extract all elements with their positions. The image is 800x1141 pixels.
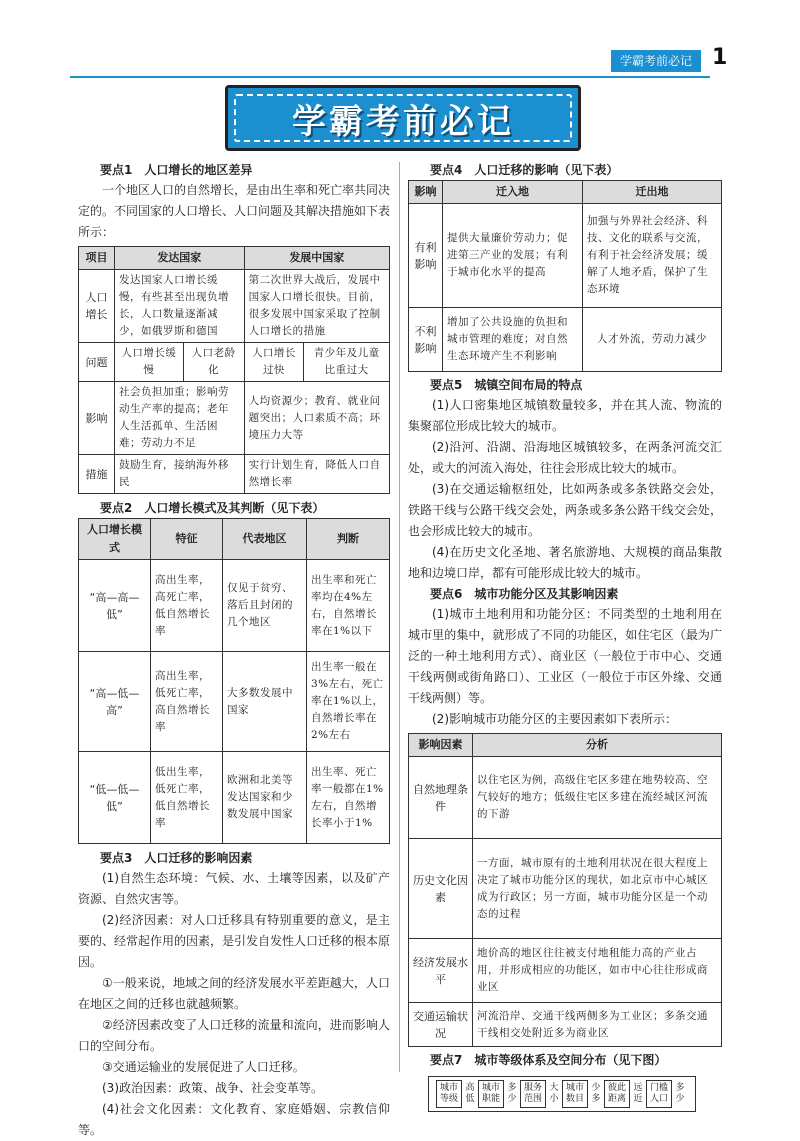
- t3-cell: 加强与外界社会经济、科技、文化的联系与交流，有利于社会经济发展；缓解了人地矛盾，保护了生态环境: [583, 204, 722, 308]
- t3-header: 影响: [409, 181, 443, 204]
- left-column: [78, 160, 390, 1141]
- city-hierarchy-diagram: [428, 1076, 696, 1112]
- kp3-para: (2)经济因素：对人口迁移具有特别重要的意义，是主要的、经常起作用的因素，是引发自发性人口迁移的根本原因。: [78, 913, 391, 969]
- t2-cell: 出生率、死亡率一般都在1%左右，自然增长率小于1%: [307, 752, 390, 844]
- t2-cell: 大多数发展中国家: [223, 652, 307, 752]
- t3-cell: 提供大量廉价劳动力；促进第三产业的发展；有利于城市化水平的提高: [443, 204, 583, 308]
- t2-header: 判断: [307, 519, 390, 560]
- t1-header: 发达国家: [115, 247, 245, 270]
- kp5-para: (2)沿河、沿湖、沿海地区城镇较多，在两条河流交汇处，或大的河流入海处，往往会形成比较大的城市。: [408, 440, 722, 475]
- t1-cell: 实行计划生育，降低人口自然增长率: [244, 455, 389, 494]
- kp2-title: 要点2 人口增长模式及其判断（见下表）: [100, 501, 325, 515]
- kp1-title: 要点1 人口增长的地区差异: [100, 163, 253, 177]
- kp3-para: ③交通运输业的发展促进了人口迁移。: [102, 1060, 305, 1074]
- kp5-title: 要点5 城镇空间布局的特点: [430, 378, 583, 392]
- kp7-title: 要点7 城市等级体系及空间分布（见下图）: [430, 1053, 667, 1067]
- kp5-para: (1)人口密集地区城镇数量较多，并在其人流、物流的集聚部位形成比较大的城市。: [408, 398, 722, 433]
- kp4-title: 要点4 人口迁移的影响（见下表）: [430, 163, 619, 177]
- t3-row-label: 不利影响: [409, 308, 443, 372]
- kp3-para: (3)政治因素：政策、战争、社会变革等。: [102, 1081, 323, 1095]
- t3-cell: 增加了公共设施的负担和城市管理的难度；对自然生态环境产生不利影响: [443, 308, 583, 372]
- t1-cell: 发达国家人口增长缓慢，有些甚至出现负增长，人口数量逐渐减少，如俄罗斯和德国: [115, 270, 245, 343]
- t2-cell: 高出生率，高死亡率，低自然增长率: [151, 560, 223, 652]
- t3-cell: 人才外流，劳动力减少: [583, 308, 722, 372]
- t1-row-label: 问题: [79, 343, 115, 382]
- section-tag: 学霸考前必记: [611, 50, 701, 72]
- title-banner-inner: [234, 94, 572, 142]
- t2-cell: 仅见于贫穷、落后且封闭的几个地区: [223, 560, 307, 652]
- t1-header: 发展中国家: [244, 247, 389, 270]
- kp3-para: ①一般来说，地域之间的经济发展水平差距越大，人口在地区之间的迁移也就越频繁。: [78, 976, 390, 1011]
- kp6-para: (2)影响城市功能分区的主要因素如下表所示：: [432, 712, 677, 726]
- t4-row-label: 自然地理条件: [409, 757, 473, 839]
- t2-header: 人口增长模式: [79, 519, 151, 560]
- t1-cell: 人口增长过快: [244, 343, 304, 382]
- migration-impact-table: [408, 180, 722, 372]
- t4-header: 影响因素: [409, 734, 473, 757]
- t1-cell: 人均资源少；教育、就业问题突出；人口素质不高；环境压力大等: [244, 382, 389, 455]
- flow-box: 城市等级: [436, 1080, 462, 1108]
- t1-header: 项目: [79, 247, 115, 270]
- t2-cell: 出生率一般在3%左右，死亡率在1%以上，自然增长率在2%左右: [307, 652, 390, 752]
- t1-cell: 青少年及儿童比重过大: [304, 343, 390, 382]
- title-banner: [225, 85, 581, 151]
- flow-box: 服务范围: [520, 1080, 546, 1108]
- kp6-para: (1)城市土地利用和功能分区：不同类型的土地利用在城市里的集中，就形成了不同的功能区，如住宅区（最为广泛的一种土地利用方式）、商业区（一般位于市中心、交通干线两侧或街角路口）、工业区（一般位于市区外缘、交通干线两侧）等。: [408, 607, 722, 705]
- t1-cell: 人口老龄化: [183, 343, 244, 382]
- flow-arrow-label: 多少: [675, 1083, 685, 1104]
- t2-cell: 低出生率，低死亡率，低自然增长率: [151, 752, 223, 844]
- t4-row-label: 历史文化因素: [409, 839, 473, 939]
- t3-row-label: 有利影响: [409, 204, 443, 308]
- kp5-para: (4)在历史文化圣地、著名旅游地、大规模的商品集散地和边境口岸，都有可能形成比较大的城市。: [408, 545, 722, 580]
- t2-cell: 欧洲和北美等发达国家和少数发展中国家: [223, 752, 307, 844]
- flow-arrow-label: 高低: [465, 1083, 475, 1104]
- t1-cell: 人口增长缓慢: [115, 343, 184, 382]
- t1-row-label: 措施: [79, 455, 115, 494]
- page-title: 学霸考前必记: [292, 101, 514, 142]
- t1-row-label: 影响: [79, 382, 115, 455]
- flow-arrow-label: 远近: [633, 1083, 643, 1104]
- t1-cell: 鼓励生育，接纳海外移民: [115, 455, 245, 494]
- t2-header: 代表地区: [223, 519, 307, 560]
- flow-arrow-label: 大小: [549, 1083, 559, 1104]
- kp1-paragraph: 一个地区人口的自然增长，是由出生率和死亡率共同决定的。不同国家的人口增长、人口问题及其解决措施如下表所示：: [78, 183, 391, 239]
- t2-mode: “高—高—低”: [79, 560, 151, 652]
- page-number: 1: [712, 45, 728, 70]
- t1-cell: 第二次世界大战后，发展中国家人口增长很快。目前，很多发展中国家采取了控制人口增长的措施: [244, 270, 389, 343]
- t4-header: 分析: [473, 734, 722, 757]
- flow-box: 门槛人口: [646, 1080, 672, 1108]
- t4-cell: 地价高的地区往往被支付地租能力高的产业占用，并形成相应的功能区，如市中心往往形成商业区: [473, 939, 722, 1003]
- right-column: [408, 160, 722, 1112]
- kp3-para: (1)自然生态环境：气候、水、土壤等因素，以及矿产资源、自然灾害等。: [78, 871, 390, 906]
- kp3-title: 要点3 人口迁移的影响因素: [100, 851, 253, 865]
- t4-cell: 以住宅区为例，高级住宅区多建在地势较高、空气较好的地方；低级住宅区多建在流经城区河流的下游: [473, 757, 722, 839]
- kp6-title: 要点6 城市功能分区及其影响因素: [430, 587, 619, 601]
- t2-cell: 出生率和死亡率均在4%左右，自然增长率在1%以下: [307, 560, 390, 652]
- t3-header: 迁出地: [583, 181, 722, 204]
- kp3-para: (4)社会文化因素：文化教育、家庭婚姻、宗教信仰等。: [78, 1102, 390, 1137]
- t2-mode: “高—低—高”: [79, 652, 151, 752]
- growth-mode-table: [78, 518, 390, 844]
- flow-arrow-label: 少多: [591, 1083, 601, 1104]
- t4-row-label: 交通运输状况: [409, 1003, 473, 1047]
- t1-row-label: 人口增长: [79, 270, 115, 343]
- kp5-para: (3)在交通运输枢纽处，比如两条或多条铁路交会处，铁路干线与公路干线交会处，两条或多条公路干线交会处，也会形成比较大的城市。: [408, 482, 722, 538]
- population-growth-table: [78, 246, 390, 494]
- flow-box: 城市数目: [562, 1080, 588, 1108]
- header-rule: [70, 76, 710, 78]
- flow-box: 城市职能: [478, 1080, 504, 1108]
- t2-header: 特征: [151, 519, 223, 560]
- t4-cell: 一方面，城市原有的土地利用状况在很大程度上决定了城市功能分区的现状，如北京市中心城区成为行政区；另一方面，城市功能分区是一个动态的过程: [473, 839, 722, 939]
- t4-cell: 河流沿岸、交通干线两侧多为工业区；多条交通干线相交处附近多为商业区: [473, 1003, 722, 1047]
- column-divider: [399, 162, 400, 1072]
- flow-arrow-label: 多少: [507, 1083, 517, 1104]
- t2-cell: 高出生率，低死亡率，高自然增长率: [151, 652, 223, 752]
- t4-row-label: 经济发展水平: [409, 939, 473, 1003]
- flow-box: 彼此距离: [604, 1080, 630, 1108]
- t2-mode: “低—低—低”: [79, 752, 151, 844]
- kp3-para: ②经济因素改变了人口迁移的流量和流向，进而影响人口的空间分布。: [78, 1018, 390, 1053]
- t3-header: 迁入地: [443, 181, 583, 204]
- function-zone-table: [408, 733, 722, 1047]
- t1-cell: 社会负担加重；影响劳动生产率的提高；老年人生活孤单、生活困难；劳动力不足: [115, 382, 245, 455]
